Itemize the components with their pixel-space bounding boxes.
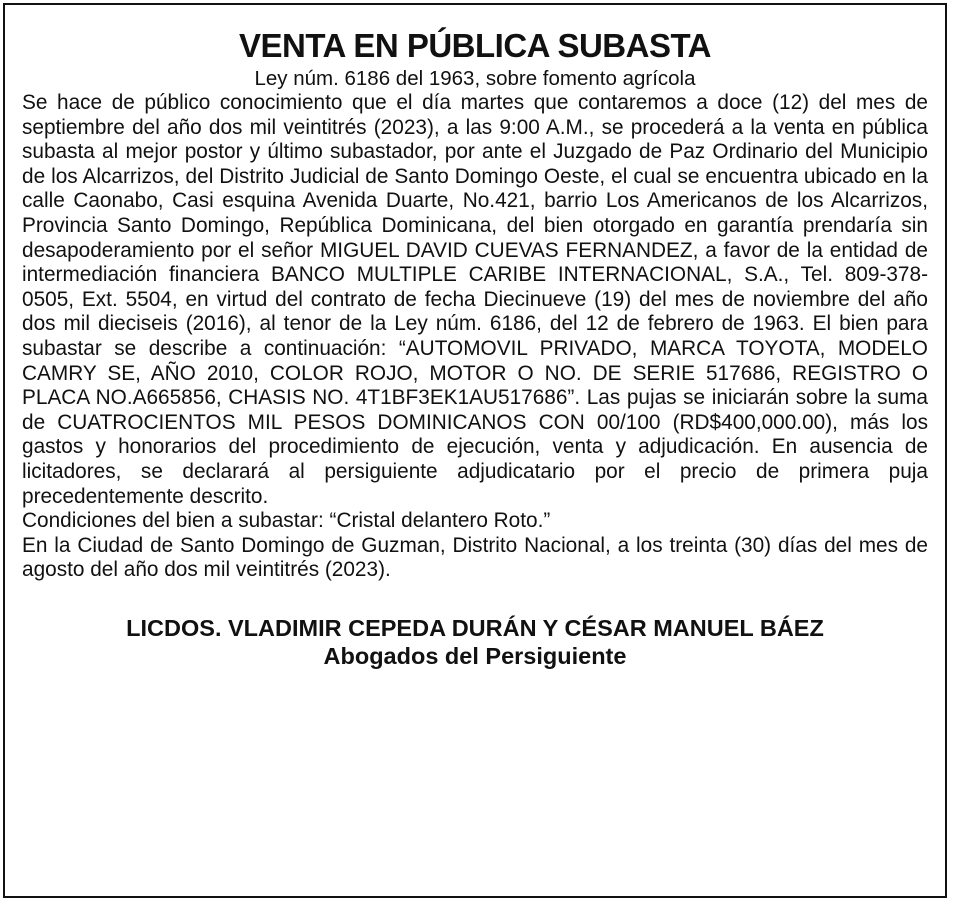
notice-body (5, 91, 945, 583)
notice-paragraph-conditions: Condiciones del bien a subastar: “Cristal delantero Roto.” (22, 509, 551, 533)
notice-subtitle: Ley núm. 6186 del 1963, sobre fomento agrícola (254, 67, 696, 90)
signature-names: LICDOS. VLADIMIR CEPEDA DURÁN Y CÉSAR MANUEL BÁEZ (126, 614, 824, 641)
notice-title: VENTA EN PÚBLICA SUBASTA (238, 27, 711, 64)
legal-notice (3, 3, 947, 898)
signature-block (5, 614, 945, 670)
signature-role: Abogados del Persiguiente (323, 642, 627, 669)
notice-paragraph-date-place: En la Ciudad de Santo Domingo de Guzman, Distrito Nacional, a los treinta (30) días del mes de agosto del año dos mil veintitrés (2023). (22, 533, 928, 582)
notice-paragraph-main: Se hace de público conocimiento que el día martes que contaremos a doce (12) del mes de septiembre del año dos mil veintitrés (2023), a las 9:00 A.M., se procederá a la venta en pública subasta al mejor postor y último subastador, por ante el Juzgado de Paz Ordinario del Municipio de los Alcarrizos, del Distrito Judicial de Santo Domingo Oeste, el cual se encuentra ubicado en la calle Caonabo, Casi esquina Avenida Duarte, No.421, barrio Los Americanos de los Alcarrizos, Provincia Santo Domingo, República Dominicana, del bien otorgado en garantía prendaría sin desapoderamiento por el señor MIGUEL DAVID CUEVAS FERNANDEZ, a favor de la entidad de intermediación financiera BANCO MULTIPLE CARIBE INTERNACIONAL, S.A., Tel. 809-378-0505, Ext. 5504, en virtud del contrato de fecha Diecinueve (19) del mes de noviembre del año dos mil dieciseis (2016), al tenor de la Ley núm. 6186, del 12 de febrero de 1963. El bien para subastar se describe a continuación: “AUTOMOVIL PRIVADO, MARCA TOYOTA, MODELO CAMRY SE, AÑO 2010, COLOR ROJO, MOTOR O NO. DE SERIE 517686, REGISTRO O PLACA NO.A665856, CHASIS NO. 4T1BF3EK1AU517686”. Las pujas se iniciarán sobre la suma de CUATROCIENTOS MIL PESOS DOMINICANOS CON 00/100 (RD$400,000.00), más los gastos y honorarios del procedimiento de ejecución, venta y adjudicación. En ausencia de licitadores, se declarará al persiguiente adjudicatario por el precio de primera puja precedentemente descrito. (22, 91, 928, 508)
